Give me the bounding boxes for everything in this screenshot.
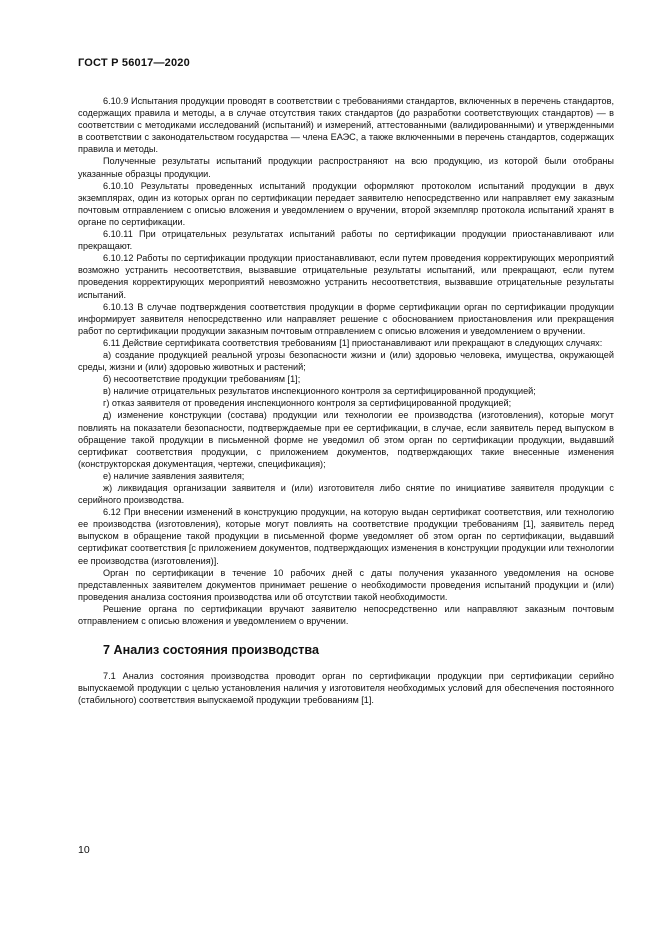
section-heading: 7 Анализ состояния производства <box>103 643 319 658</box>
paragraph-6-10-10: 6.10.10 Результаты проведенных испытаний продукции оформляют протоколом испытаний продукции в двух экземплярах, один из которых орган по сертификации передает заявителю непосредственно или направляет ему заказным почтовым отправлением с описью вложения и уведомлением о вручении, второй экземпляр протокола испытаний хранят в органе по сертификации. <box>78 180 614 227</box>
list-item-g: г) отказ заявителя от проведения инспекционного контроля за сертифицированной продукцией; <box>103 398 512 409</box>
paragraph-certification-body-decision: Орган по сертификации в течение 10 рабочих дней с даты получения указанного уведомления на основе представленных заявителем документов принимает решение о необходимости проведения испытаний продукции и (или) проведения анализа состояния производства или об отсутствии такой необходимости. <box>78 567 614 602</box>
paragraph-6-10-13: 6.10.13 В случае подтверждения соответствия продукции в форме сертификации орган по сертификации продукции информирует заявителя непосредственно или направляет решение с обоснованием приостановления или прекращения работ по сертификации продукции заказным почтовым отправлением с описью вложения и уведомлением о вручении. <box>78 301 614 336</box>
paragraph-6-12: 6.12 При внесении изменений в конструкцию продукции, на которую выдан сертификат соответствия, или технологию ее производства (изготовления), которые могут повлиять на соответствие продукции требованиям [1], заявитель перед выпуском в обращение такой продукции в письменной форме уведомляет об этом орган по сертификации, выдавший сертификат соответствия [с приложением документов, подтверждающих изменения в конструкции продукции или технологии ее производства (изготовления)]. <box>78 507 614 566</box>
page-body <box>78 95 614 706</box>
paragraph-6-10-12: 6.10.12 Работы по сертификации продукции приостанавливают, если путем проведения корректирующих мероприятий возможно устранить несоответствия, вызвавшие отрицательные результаты испытаний, или прекращают, если путем проведения корректирующих мероприятий невозможно устранить несоответствия, вызвавшие отрицательные результаты испытаний. <box>78 253 614 300</box>
list-item-d: д) изменение конструкции (состава) продукции или технологии ее производства (изготовления), которые могут повлиять на показатели безопасности, подтверждаемые при ее сертификации, в случае, если заявитель перед выпуском в обращение такой продукции в письменной форме не уведомил об этом орган по сертификации продукции, выдавший сертификат соответствия продукции, с приложением документов, подтверждающих такие внесенные изменения (конструкторская документация, чертежи, спецификация); <box>78 410 614 469</box>
paragraph-decision-delivery: Решение органа по сертификации вручают заявителю непосредственно или направляют заказным почтовым отправлением с описью вложения и уведомлением о вручении. <box>78 603 614 627</box>
running-header: ГОСТ Р 56017—2020 <box>78 57 190 69</box>
paragraph-test-results: Полученные результаты испытаний продукции распространяют на всю продукцию, из которой были отобраны указанные образцы продукции. <box>78 156 614 179</box>
page-number: 10 <box>78 844 90 856</box>
list-item-e: е) наличие заявления заявителя; <box>103 470 245 481</box>
paragraph-6-10-9: 6.10.9 Испытания продукции проводят в соответствии с требованиями стандартов, включенных в перечень стандартов, содержащих правила и методы, а в случае отсутствия таких стандартов (до разработки соответствующих стандартов) — в соответствии с методиками исследований (испытаний) и измерений, аттестованными (валидированными) и утвержденными в соответствии с законодательством государства — члена ЕАЭС, а также включенными в перечень стандартов, содержащих правила и методы. <box>78 96 614 155</box>
paragraph-6-11: 6.11 Действие сертификата соответствия требованиям [1] приостанавливают или прекращают в следующих случаях: <box>103 337 603 348</box>
list-item-b: б) несоответствие продукции требованиям [1]; <box>103 374 301 385</box>
list-item-v: в) наличие отрицательных результатов инспекционного контроля за сертифицированной продукцией; <box>103 386 536 397</box>
paragraph-6-10-11: 6.10.11 При отрицательных результатах испытаний работы по сертификации продукции приостанавливают или прекращают. <box>78 229 614 252</box>
list-item-a: а) создание продукцией реальной угрозы безопасности жизни и (или) здоровью человека, имущества, окружающей среды, жизни и (или) здоровью животных и растений; <box>78 349 614 373</box>
paragraph-7-1: 7.1 Анализ состояния производства проводит орган по сертификации продукции при сертификации серийно выпускаемой продукции с целью установления наличия у изготовителя необходимых условий для обеспечения постоянного (стабильного) соответствия выпускаемой продукции требованиям [1]. <box>78 671 614 706</box>
list-item-zh: ж) ликвидация организации заявителя и (или) изготовителя либо снятие по инициативе заявителя продукции с серийного производства. <box>78 483 614 506</box>
